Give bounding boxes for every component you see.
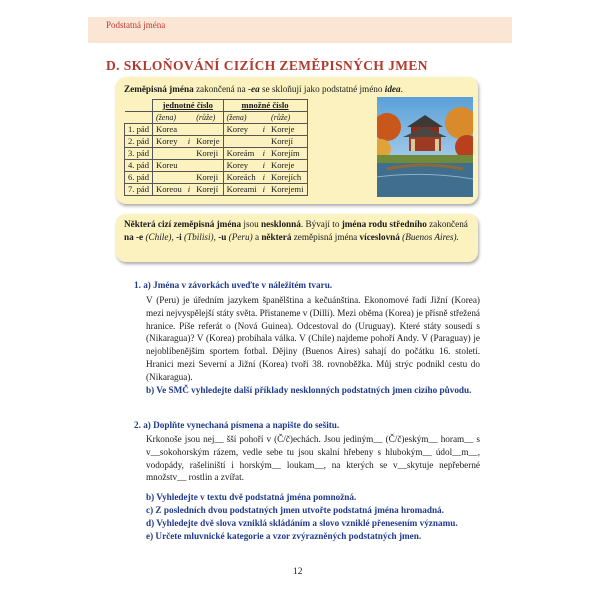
form-cell bbox=[223, 136, 260, 148]
form-cell: Korejemi bbox=[268, 184, 307, 196]
form-cell: Koreami bbox=[223, 184, 260, 196]
form-cell: Korejím bbox=[268, 148, 307, 160]
form-cell: Korea bbox=[153, 124, 185, 136]
exercise-2-text: Krkonoše jsou nej__ šší pohoří v (Č/č)echách. Jsou jediným__ (Č/č)eským__ horam__ s v__sokohorským rázem, vedle sebe tu jsou skalní hřebeny s hlubokým__ údol__m__, vodopády, rašeliniští i horským__ loukam__, na kterých se v__skytuje nepřeberné množstv__ rostlin a zvířat. bbox=[146, 434, 480, 483]
exercise-1a-task: 1. a) Jména v závorkách uveďte v náležitém tvaru. bbox=[134, 280, 333, 290]
conj-cell: i bbox=[185, 184, 193, 196]
form-cell bbox=[193, 124, 223, 136]
exercise-2c-task: c) Z posledních dvou podstatných jmen utvořte podstatná jména hromadná. bbox=[146, 505, 444, 515]
running-header: Podstatná jména bbox=[106, 20, 166, 30]
declension-intro bbox=[124, 84, 403, 94]
form-cell bbox=[153, 172, 185, 184]
intro-text-2: se skloňují jako podstatné jméno bbox=[259, 84, 385, 94]
form-cell: Koreji bbox=[193, 172, 223, 184]
form-cell: Koreje bbox=[268, 124, 307, 136]
sg-model-zena: (žena) bbox=[153, 112, 185, 124]
conj-cell bbox=[185, 160, 193, 172]
sg-conj-spacer bbox=[185, 112, 193, 124]
conj-cell bbox=[185, 172, 193, 184]
indeclinable-text: Některá cizí zeměpisná jména jsou nesklonná. Bývají to jména rodu středního zakončená na -e (Chile), -i (Tbilisi), -u (Peru) a některá zeměpisná jména víceslovná (Buenos Aires). bbox=[124, 219, 468, 242]
korean-pavilion-photo bbox=[377, 97, 473, 197]
col-plural: množné číslo bbox=[223, 100, 307, 112]
intro-term: Zeměpisná jména bbox=[124, 84, 194, 94]
case-cell: 7. pád bbox=[125, 184, 153, 196]
form-cell: Korey bbox=[223, 160, 260, 172]
exercise-2a-task: 2. a) Doplňte vynechaná písmena a napište do sešitu. bbox=[134, 420, 340, 430]
declension-table bbox=[124, 99, 308, 196]
page-number: 12 bbox=[293, 567, 303, 577]
form-cell: Korey bbox=[223, 124, 260, 136]
exercise-2b-task: b) Vyhledejte v textu dvě podstatná jména pomnožná. bbox=[146, 492, 357, 502]
case-cell: 6. pád bbox=[125, 172, 153, 184]
table-row bbox=[125, 184, 308, 196]
conj-cell: i bbox=[260, 124, 268, 136]
pl-conj-spacer bbox=[260, 112, 268, 124]
form-cell: Koreji bbox=[193, 148, 223, 160]
case-cell: 4. pád bbox=[125, 160, 153, 172]
case-cell: 1. pád bbox=[125, 124, 153, 136]
section-heading: D. SKLOŇOVÁNÍ CIZÍCH ZEMĚPISNÝCH JMEN bbox=[106, 58, 428, 73]
table-corner bbox=[125, 100, 153, 112]
conj-cell: i bbox=[260, 184, 268, 196]
form-cell: Koreu bbox=[153, 160, 185, 172]
table-row bbox=[125, 124, 308, 136]
form-cell: Koreám bbox=[223, 148, 260, 160]
conj-cell bbox=[185, 148, 193, 160]
exercise-2e-task: e) Určete mluvnické kategorie a vzor zvýrazněných podstatných jmen. bbox=[146, 531, 422, 541]
form-cell: Korejích bbox=[268, 172, 307, 184]
exercise-2d-task: d) Vyhledejte dvě slova vzniklá skládáním a slovo vzniklé přenesením významu. bbox=[146, 518, 458, 528]
table-row bbox=[125, 160, 308, 172]
declension-rows bbox=[125, 124, 308, 196]
exercise-1b-task: b) Ve SMČ vyhledejte další příklady nesklonných podstatných jmen cizího původu. bbox=[146, 385, 472, 395]
pl-model-ruze: (růže) bbox=[268, 112, 307, 124]
table-row bbox=[125, 136, 308, 148]
case-cell: 2. pád bbox=[125, 136, 153, 148]
conj-cell: i bbox=[185, 136, 193, 148]
form-cell: Korejí bbox=[193, 184, 223, 196]
conj-cell: i bbox=[260, 160, 268, 172]
form-cell: Koreou bbox=[153, 184, 185, 196]
form-cell: Korejí bbox=[268, 136, 307, 148]
col-singular: jednotné číslo bbox=[153, 100, 224, 112]
intro-ending: -ea bbox=[248, 84, 260, 94]
table-row bbox=[125, 148, 308, 160]
intro-text: zakončená na bbox=[193, 84, 248, 94]
exercise-1-text: V (Peru) je úředním jazykem španělština a kečuánština. Ekonomové řadí Jižní (Korea) mezi nejvyspělejší státy světa. Přistaneme v (Dillí). Mezi oběma (Korea) je přísně střežená hranice. Píše referát o (Nová Guinea). Odcestoval do (Uruguay). Které státy sousedí s (Nikaragua)? V (Korea) probíhala válka. V (Chile) najdeme pohoří Andy. V (Paraguay) je nejoblíbenějším sportem fotbal. Dějiny (Buenos Aires) sahají do počátku 16. století. Hranici mezi Severní a Jižní (Korea) tvoří 38. rovnoběžka. Můj strýc podnikl cestu do (Nikaragua). bbox=[146, 295, 480, 382]
table-corner-2 bbox=[125, 112, 153, 124]
form-cell: Koreách bbox=[223, 172, 260, 184]
conj-cell: i bbox=[260, 148, 268, 160]
table-row bbox=[125, 172, 308, 184]
form-cell bbox=[153, 148, 185, 160]
conj-cell bbox=[185, 124, 193, 136]
sg-model-ruze: (růže) bbox=[193, 112, 223, 124]
conj-cell bbox=[260, 136, 268, 148]
form-cell: Koreje bbox=[193, 136, 223, 148]
intro-model: idea bbox=[384, 84, 401, 94]
conj-cell: i bbox=[260, 172, 268, 184]
intro-end: . bbox=[400, 84, 403, 94]
form-cell bbox=[193, 160, 223, 172]
form-cell: Korey bbox=[153, 136, 185, 148]
case-cell: 3. pád bbox=[125, 148, 153, 160]
form-cell: Koreje bbox=[268, 160, 307, 172]
pl-model-zena: (žena) bbox=[223, 112, 260, 124]
